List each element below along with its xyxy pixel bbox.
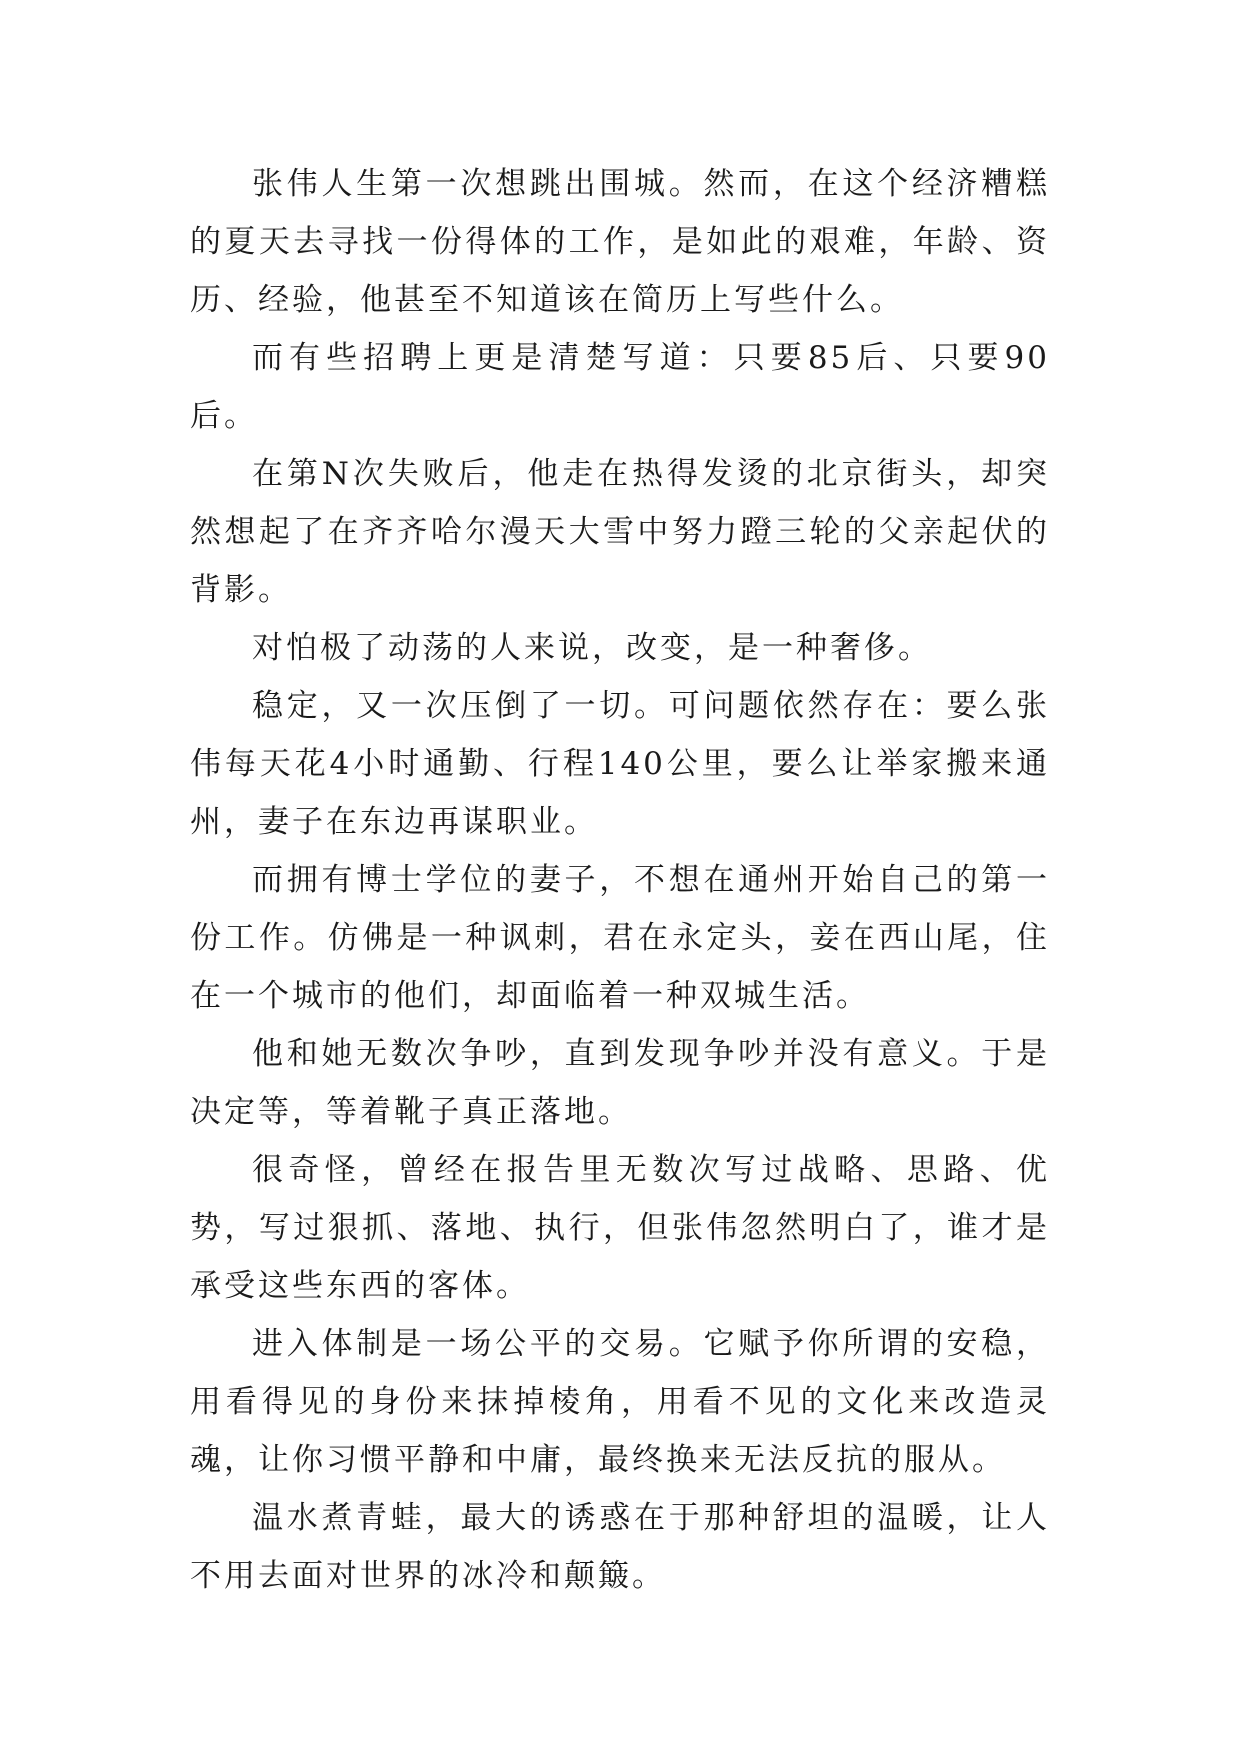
paragraph-10: 温水煮青蛙，最大的诱惑在于那种舒坦的温暖，让人不用去面对世界的冰冷和颠簸。: [190, 1500, 1050, 1594]
document-body: [190, 155, 1050, 1605]
paragraph-2: 而有些招聘上更是清楚写道：只要85后、只要90后。: [190, 340, 1050, 434]
paragraph-1: 张伟人生第一次想跳出围城。然而，在这个经济糟糕的夏天去寻找一份得体的工作，是如此的艰难，年龄、资历、经验，他甚至不知道该在简历上写些什么。: [190, 166, 1050, 318]
paragraph-9: 进入体制是一场公平的交易。它赋予你所谓的安稳，用看得见的身份来抹掉棱角，用看不见的文化来改造灵魂，让你习惯平静和中庸，最终换来无法反抗的服从。: [190, 1326, 1050, 1478]
paragraph-6: 而拥有博士学位的妻子，不想在通州开始自己的第一份工作。仿佛是一种讽刺，君在永定头，妾在西山尾，住在一个城市的他们，却面临着一种双城生活。: [190, 862, 1050, 1014]
paragraph-8: 很奇怪，曾经在报告里无数次写过战略、思路、优势，写过狠抓、落地、执行，但张伟忽然明白了，谁才是承受这些东西的客体。: [190, 1152, 1050, 1304]
paragraph-4: 对怕极了动荡的人来说，改变，是一种奢侈。: [252, 630, 932, 666]
paragraph-3: 在第N次失败后，他走在热得发烫的北京街头，却突然想起了在齐齐哈尔漫天大雪中努力蹬三轮的父亲起伏的背影。: [190, 456, 1050, 608]
paragraph-7: 他和她无数次争吵，直到发现争吵并没有意义。于是决定等，等着靴子真正落地。: [190, 1036, 1050, 1130]
paragraph-5: 稳定，又一次压倒了一切。可问题依然存在：要么张伟每天花4小时通勤、行程140公里，要么让举家搬来通州，妻子在东边再谋职业。: [190, 688, 1050, 840]
